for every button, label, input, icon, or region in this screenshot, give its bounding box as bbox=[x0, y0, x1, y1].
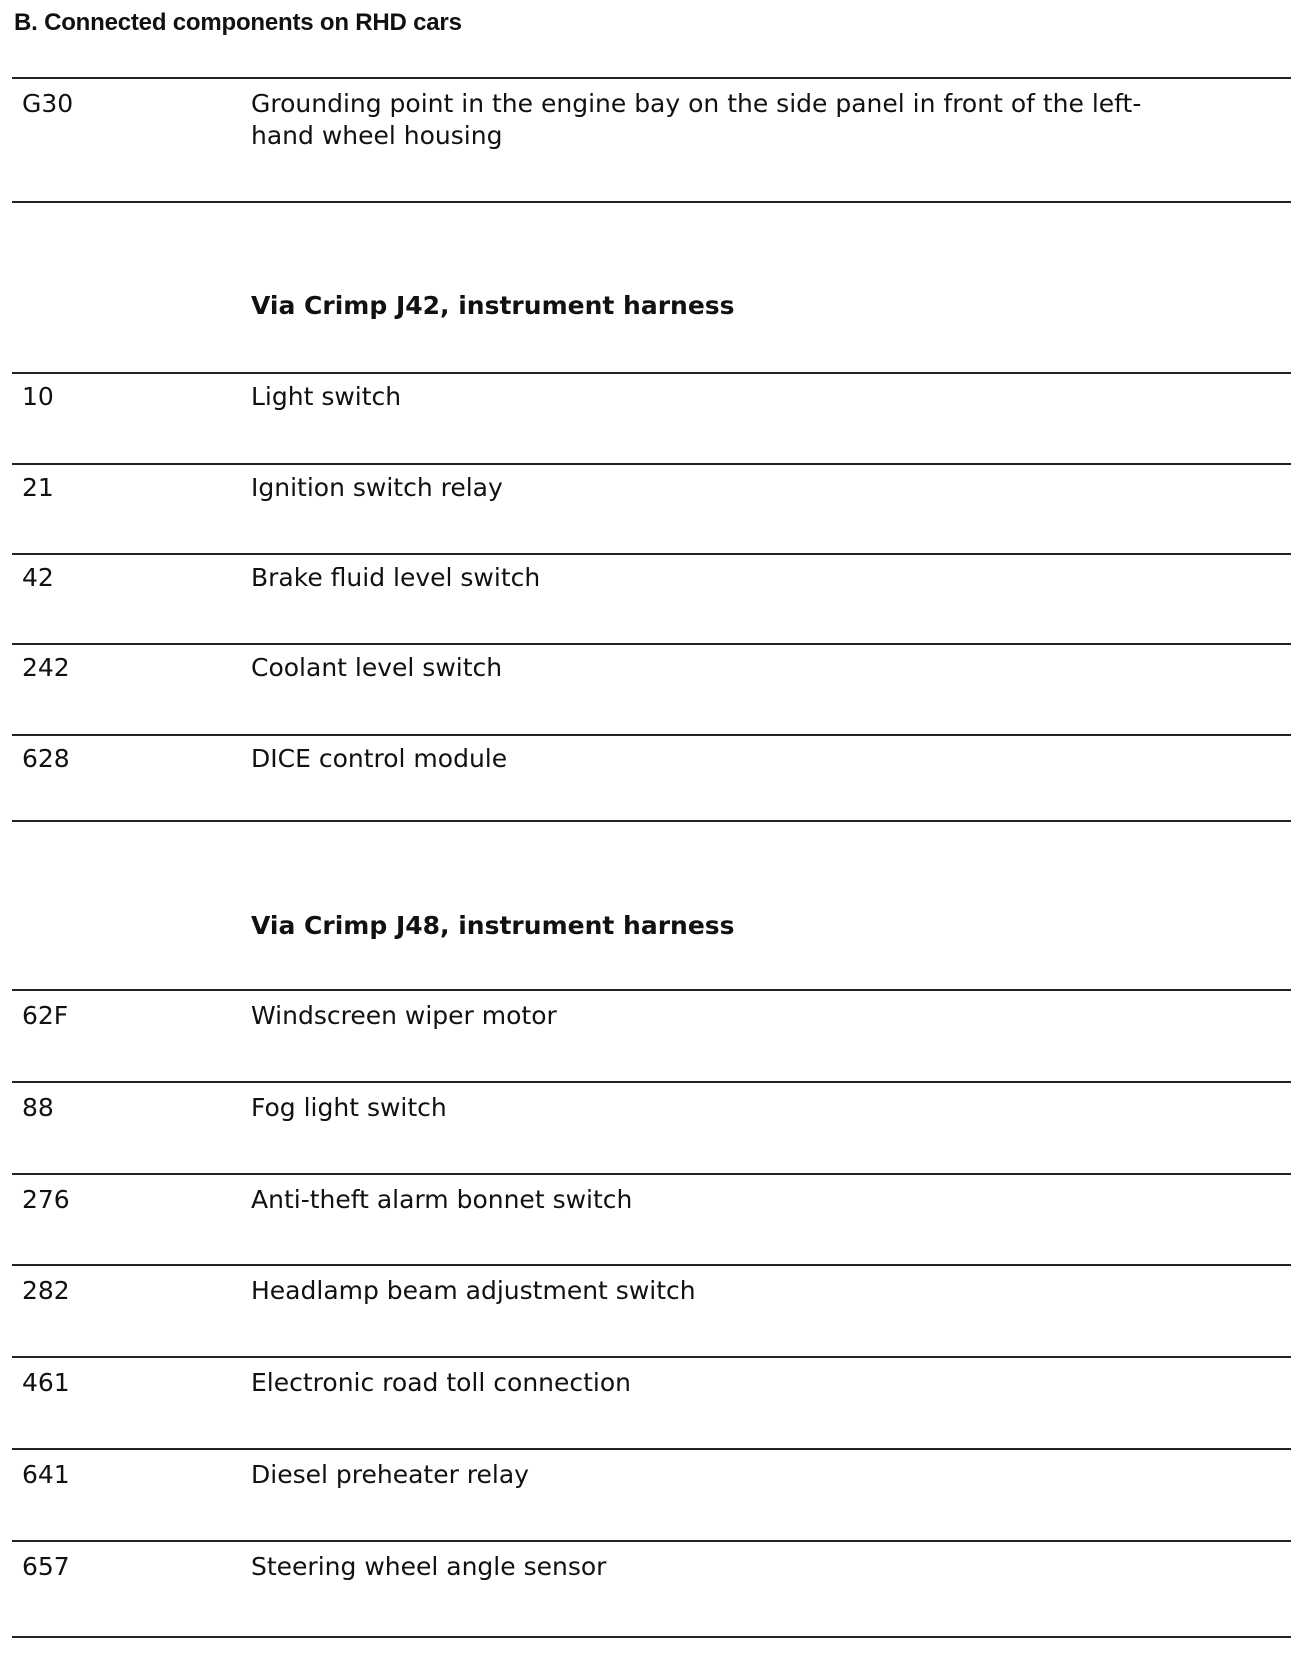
table-divider bbox=[12, 372, 1291, 374]
component-code: 10 bbox=[22, 382, 54, 411]
component-description: Light switch bbox=[251, 382, 402, 411]
page-title: B. Connected components on RHD cars bbox=[14, 9, 462, 36]
component-code: 21 bbox=[22, 473, 54, 502]
table-divider bbox=[12, 201, 1291, 203]
component-code: 461 bbox=[22, 1368, 70, 1397]
component-code: 62F bbox=[22, 1001, 69, 1030]
table-divider bbox=[12, 1264, 1291, 1266]
component-code: G30 bbox=[22, 89, 74, 118]
table-divider bbox=[12, 1356, 1291, 1358]
section-heading-j48: Via Crimp J48, instrument harness bbox=[251, 911, 735, 940]
section-heading-j42: Via Crimp J42, instrument harness bbox=[251, 291, 735, 320]
table-divider bbox=[12, 643, 1291, 645]
component-description: Fog light switch bbox=[251, 1093, 447, 1122]
table-divider bbox=[12, 1448, 1291, 1450]
component-description: Grounding point in the engine bay on the side panel in front of the left- bbox=[251, 89, 1142, 118]
component-code: 628 bbox=[22, 744, 70, 773]
component-description: Brake fluid level switch bbox=[251, 563, 541, 592]
table-divider bbox=[12, 1081, 1291, 1083]
component-code: 42 bbox=[22, 563, 54, 592]
component-description: Anti-theft alarm bonnet switch bbox=[251, 1185, 633, 1214]
component-description: Diesel preheater relay bbox=[251, 1460, 529, 1489]
component-description: Windscreen wiper motor bbox=[251, 1001, 557, 1030]
component-description: Headlamp beam adjustment switch bbox=[251, 1276, 696, 1305]
component-description: Ignition switch relay bbox=[251, 473, 503, 502]
table-divider bbox=[12, 1173, 1291, 1175]
component-code: 641 bbox=[22, 1460, 70, 1489]
component-code: 88 bbox=[22, 1093, 54, 1122]
table-divider bbox=[12, 463, 1291, 465]
component-description: Steering wheel angle sensor bbox=[251, 1552, 607, 1581]
component-description: DICE control module bbox=[251, 744, 508, 773]
component-code: 282 bbox=[22, 1276, 70, 1305]
table-divider bbox=[12, 553, 1291, 555]
table-divider bbox=[12, 989, 1291, 991]
table-divider bbox=[12, 77, 1291, 79]
component-description: hand wheel housing bbox=[251, 121, 503, 150]
table-divider bbox=[12, 820, 1291, 822]
component-code: 657 bbox=[22, 1552, 70, 1581]
component-code: 242 bbox=[22, 653, 70, 682]
table-divider bbox=[12, 1540, 1291, 1542]
component-code: 276 bbox=[22, 1185, 70, 1214]
component-description: Coolant level switch bbox=[251, 653, 503, 682]
table-divider bbox=[12, 1636, 1291, 1638]
table-divider bbox=[12, 734, 1291, 736]
component-description: Electronic road toll connection bbox=[251, 1368, 632, 1397]
